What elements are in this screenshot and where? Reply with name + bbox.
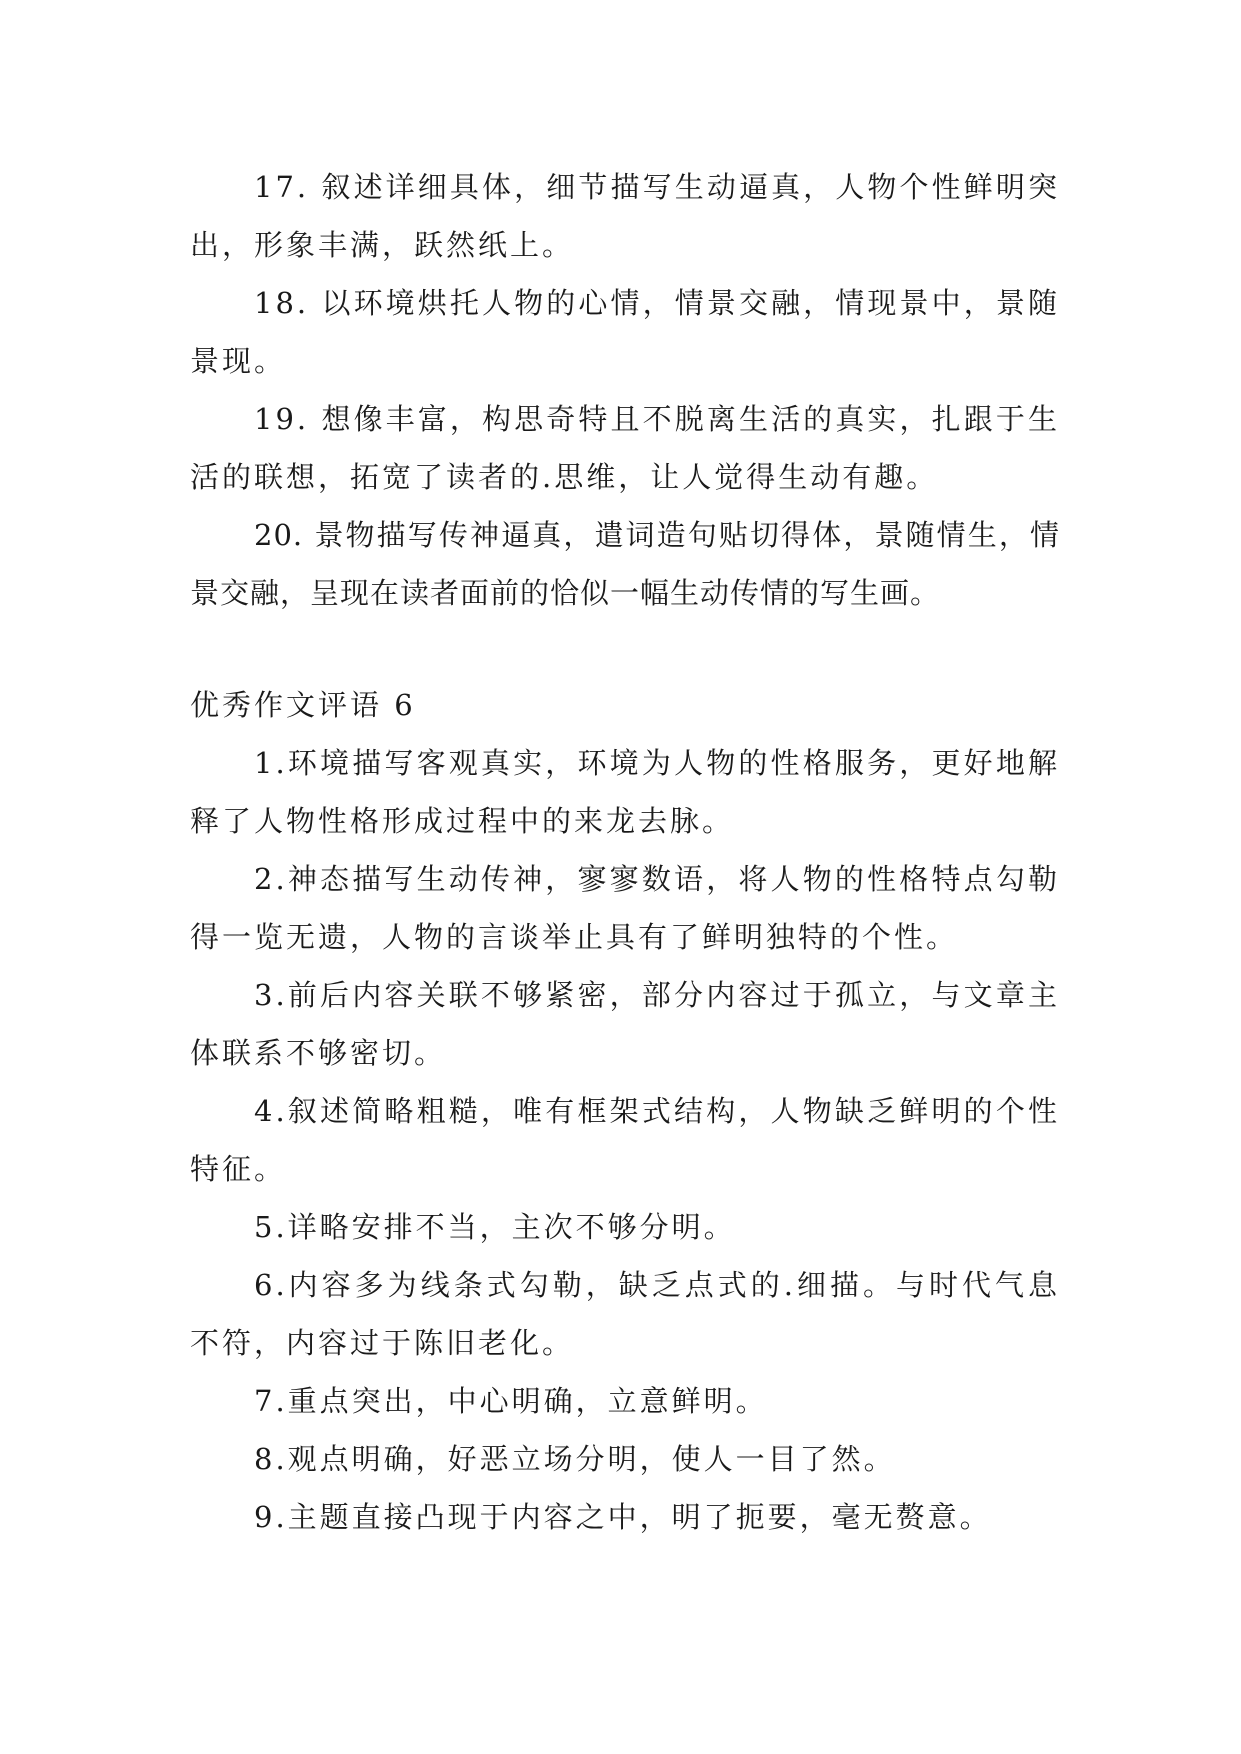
section-heading: 优秀作文评语 6 [190,688,416,722]
comment-item-20: 20. 景物描写传神逼真，遣词造句贴切得体，景随情生，情景交融，呈现在读者面前的恰似一幅生动传情的写生画。 [190,518,1060,610]
comment-item-5: 5.详略安排不当，主次不够分明。 [254,1210,736,1244]
comments-section-6 [190,676,1060,1546]
comment-item-8: 8.观点明确，好恶立场分明，使人一目了然。 [254,1442,896,1476]
comment-item-1: 1.环境描写客观真实，环境为人物的性格服务，更好地解释了人物性格形成过程中的来龙去脉。 [190,746,1060,838]
comment-item-9: 9.主题直接凸现于内容之中，明了扼要，毫无赘意。 [254,1500,992,1534]
comment-item-19: 19. 想像丰富，构思奇特且不脱离生活的真实，扎跟于生活的联想，拓宽了读者的.思维，让人觉得生动有趣。 [190,402,1060,494]
comment-item-4: 4.叙述简略粗糙，唯有框架式结构，人物缺乏鲜明的个性特征。 [190,1094,1060,1186]
comment-item-7: 7.重点突出，中心明确，立意鲜明。 [254,1384,768,1418]
comment-item-2: 2.神态描写生动传神，寥寥数语，将人物的性格特点勾勒得一览无遗，人物的言谈举止具有了鲜明独特的个性。 [190,862,1060,954]
comment-item-17: 17. 叙述详细具体，细节描写生动逼真，人物个性鲜明突出，形象丰满，跃然纸上。 [190,170,1060,262]
comments-section-continued [190,158,1060,622]
comment-item-3: 3.前后内容关联不够紧密，部分内容过于孤立，与文章主体联系不够密切。 [190,978,1060,1070]
comment-item-18: 18. 以环境烘托人物的心情，情景交融，情现景中，景随景现。 [190,286,1060,378]
comment-item-6: 6.内容多为线条式勾勒，缺乏点式的.细描。与时代气息不符，内容过于陈旧老化。 [190,1268,1060,1360]
